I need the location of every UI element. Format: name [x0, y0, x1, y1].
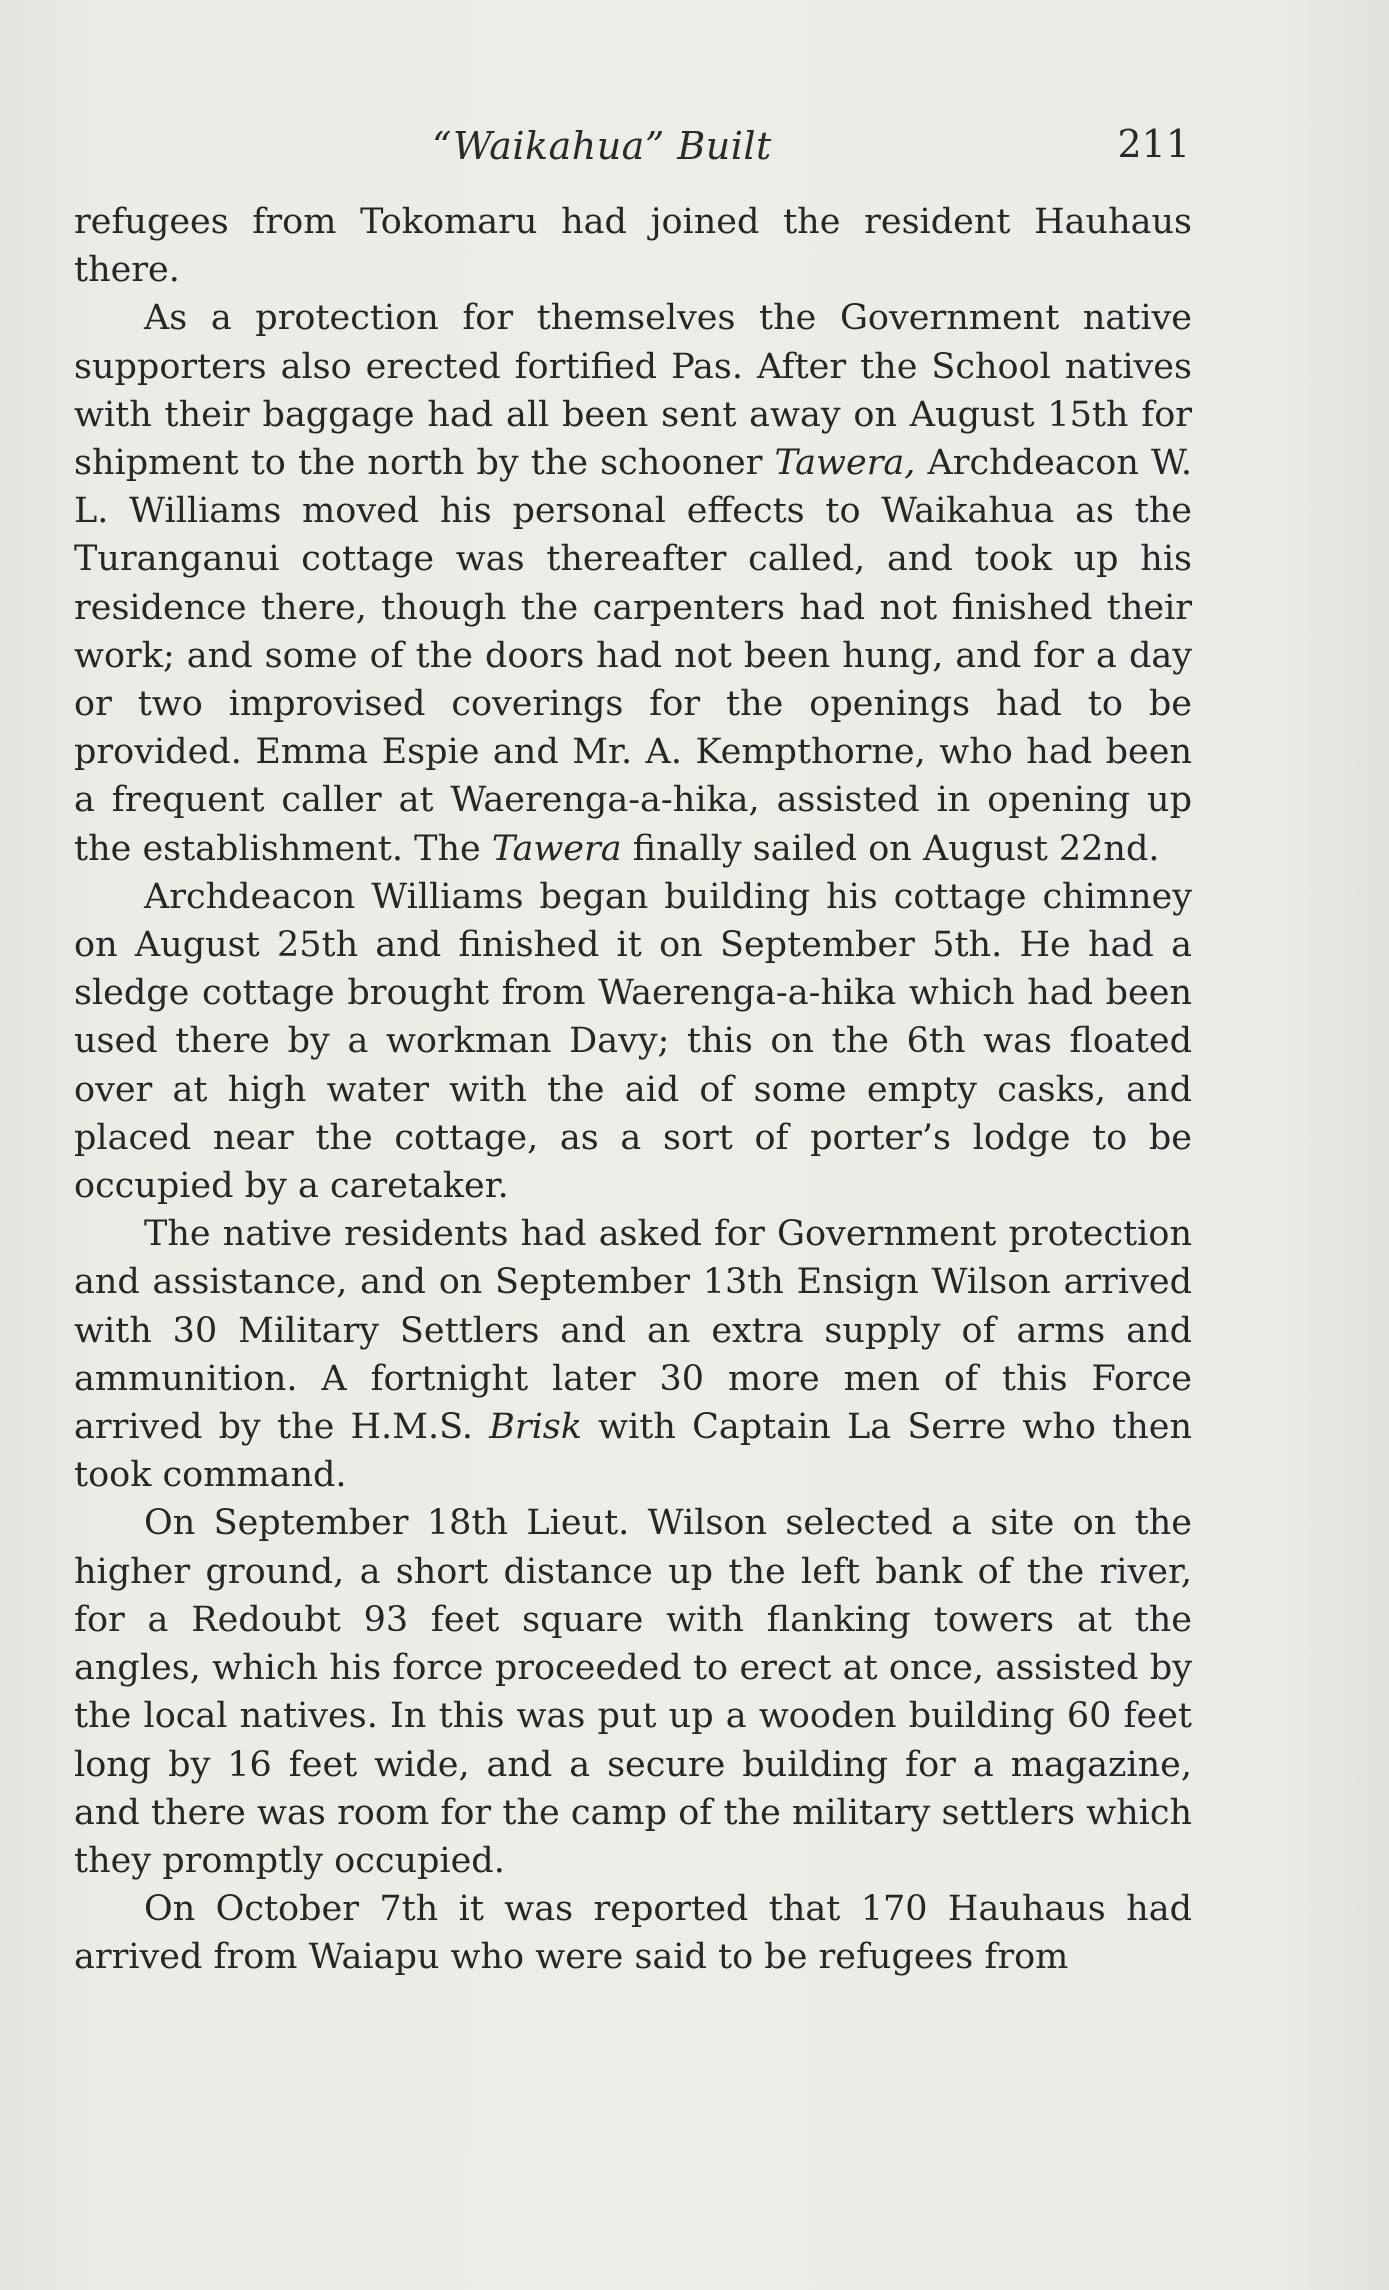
body-text [74, 198, 1192, 1982]
paragraph [74, 294, 1192, 872]
paragraph [74, 1885, 1192, 1981]
ship-name-italic: Tawera [491, 828, 622, 869]
paragraph-text: On October 7th it was reported that 170 Hauhaus had arrived from Waiapu who were said to be refugees from [74, 1889, 1192, 1978]
ship-name-italic: Brisk [489, 1407, 582, 1448]
paragraph [74, 873, 1192, 1210]
ship-name-italic: Tawera, [774, 443, 916, 484]
paragraph-text: Archdeacon W. L. Williams moved his personal effects to Waikahua as the Turanganui cottage was thereafter called, and took up his residence there, though the carpenters had not finished their work; and some of the doors had not been hung, and for a day or two improvised coverings for the openings had to be provided. Emma Espie and Mr. A. Kempthorne, who had been a frequent caller at Waerenga-a-hika, assisted in opening up the establishment. The [74, 443, 1192, 869]
paragraph-text: Archdeacon Williams began building his cottage chimney on August 25th and finished it on September 5th. He had a sledge cottage brought from Waerenga-a-hika which had been used there by a workman Davy; this on the 6th was floated over at high water with the aid of some empty casks, and placed near the cottage, as a sort of porter’s lodge to be occupied by a caretaker. [74, 876, 1192, 1207]
paragraph [74, 1210, 1192, 1499]
paragraph-text: On September 18th Lieut. Wilson selected a site on the higher ground, a short distance up the left bank of the river, for a Redoubt 93 feet square with flanking towers at the angles, which his force proceeded to erect at once, assisted by the local natives. In this was put up a wooden building 60 feet long by 16 feet wide, and a secure building for a magazine, and there was room for the camp of the military settlers which they promptly occupied. [74, 1503, 1192, 1881]
paragraph-text: refugees from Tokomaru had joined the resident Hauhaus there. [74, 202, 1192, 291]
paragraph-text: The native residents had asked for Government protection and assistance, and on September 13th Ensign Wilson arrived with 30 Military Settlers and an extra supply of arms and ammunition. A fortnight later 30 more men of this Force arrived by the H.M.S. [74, 1214, 1192, 1448]
paragraph [74, 1499, 1192, 1885]
paragraph-text: with Captain La Serre who then took command. [74, 1407, 1192, 1496]
running-title: “Waikahua” Built [432, 124, 772, 168]
page-header [74, 118, 1190, 178]
paragraph-text: As a protection for themselves the Government native supporters also erected fortified Pas. After the School natives with their baggage had all been sent away on August 15th for shipment to the north by the schooner [74, 298, 1192, 484]
paragraph-text: finally sailed on August 22nd. [621, 828, 1160, 869]
page-number: 211 [1117, 122, 1190, 166]
paragraph [74, 198, 1192, 294]
